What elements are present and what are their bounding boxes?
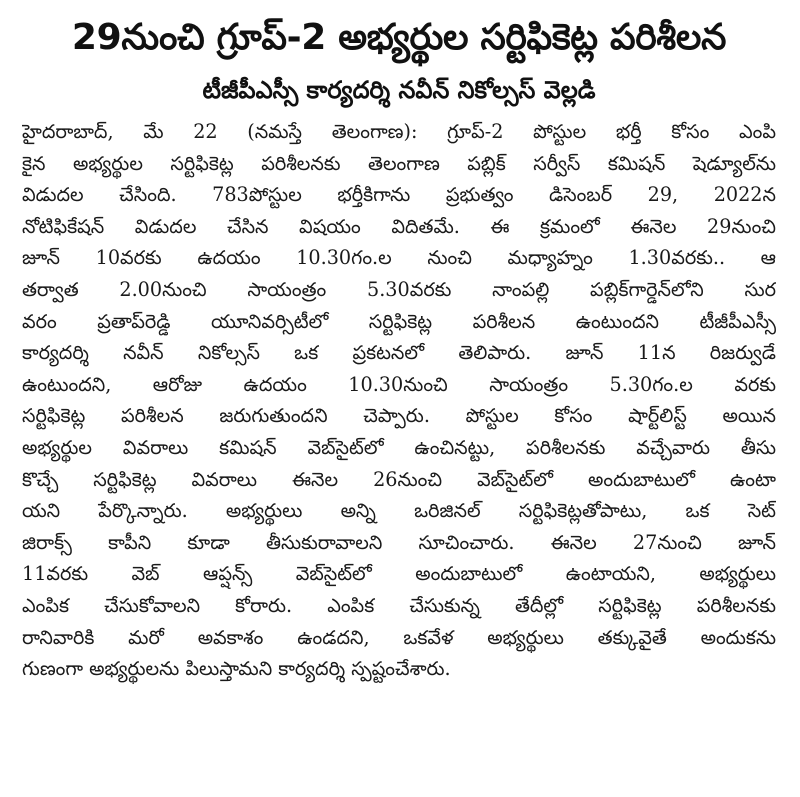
article-line: కార్యదర్శి నవీన్‌ నికోల్సస్‌ ఒక ప్రకటనలో తెలిపారు. జూన్‌ 11న రిజర్వుడే xyxy=(22,341,776,365)
article-line: తర్వాత 2.00నుంచి సాయంత్రం 5.30వరకు నాంపల్లి పబ్లిక్‌గార్డెన్‌లోని సుర xyxy=(22,277,776,301)
article-line: ఉంటుందని, ఆరోజు ఉదయం 10.30నుంచి సాయంత్రం 5.30గం.ల వరకు xyxy=(22,372,776,396)
article-line: యని పేర్కొన్నారు. అభ్యర్థులు అన్ని ఒరిజినల్‌ సర్టిఫికెట్లతోపాటు, ఒక సెట్‌ xyxy=(22,499,776,523)
article-line: 11వరకు వెబ్‌ ఆప్షన్స్‌ వెబ్‌సైట్‌లో అందుబాటులో ఉంటాయని, అభ్యర్థులు xyxy=(22,562,776,586)
article-line: సర్టిఫికెట్ల పరిశీలన జరుగుతుందని చెప్పారు. పోస్టుల కోసం షార్ట్‌లిస్ట్‌ అయిన xyxy=(22,404,776,428)
article-line: విడుదల చేసింది. 783పోస్టుల భర్తీకిగాను ప్రభుత్వం డిసెంబర్‌ 29, 2022న xyxy=(22,183,776,207)
subheadline: టీజీపీఎస్సీ కార్యదర్శి నవీన్‌ నికోల్సస్‌ వెల్లడి xyxy=(202,76,596,104)
article-line: జూన్‌ 10వరకు ఉదయం 10.30గం.ల నుంచి మధ్యాహ్నం 1.30వరకు.. ఆ xyxy=(22,246,776,270)
article-line: వరం ప్రతాప్‌రెడ్డి యూనివర్సిటీలో సర్టిఫికెట్ల పరిశీలన ఉంటుందని టీజీపీఎస్సీ xyxy=(22,309,776,333)
article-line: కైన అభ్యర్థుల సర్టిఫికెట్ల పరిశీలనకు తెలంగాణ పబ్లిక్‌ సర్వీస్‌ కమిషన్‌ షెడ్యూల్‌ను xyxy=(22,151,776,175)
article-line: రానివారికి మరో అవకాశం ఉండదని, ఒకవేళ అభ్యర్థులు తక్కువైతే అందుకను xyxy=(22,625,776,649)
article-line: గుణంగా అభ్యర్థులను పిలుస్తామని కార్యదర్శి స్పష్టంచేశారు. xyxy=(22,657,451,681)
article-line: నోటిఫికేషన్‌ విడుదల చేసిన విషయం విదితమే. ఈ క్రమంలో ఈనెల 29నుంచి xyxy=(22,214,776,238)
article-body xyxy=(22,116,776,685)
article-line: అభ్యర్థుల వివరాలు కమిషన్‌ వెబ్‌సైట్‌లో ఉంచినట్టు, పరిశీలనకు వచ్చేవారు తీసు xyxy=(22,435,776,459)
article-line: హైదరాబాద్‌, మే 22 (నమస్తే తెలంగాణ): గ్రూప్‌-2 పోస్టుల భర్తీ కోసం ఎంపి xyxy=(22,120,776,143)
article-line: ఎంపిక చేసుకోవాలని కోరారు. ఎంపిక చేసుకున్న తేదీల్లో సర్టిఫికెట్ల పరిశీలనకు xyxy=(22,593,776,617)
headline: 29నుంచి గ్రూప్‌-2 అభ్యర్థుల సర్టిఫికెట్ల పరిశీలన xyxy=(71,17,727,58)
article-line: జిరాక్స్‌ కాపీని కూడా తీసుకురావాలని సూచించారు. ఈనెల 27నుంచి జూన్‌ xyxy=(22,530,776,554)
article-line: కొచ్చే సర్టిఫికెట్ల వివరాలు ఈనెల 26నుంచి వెబ్‌సైట్‌లో అందుబాటులో ఉంటా xyxy=(22,467,776,491)
